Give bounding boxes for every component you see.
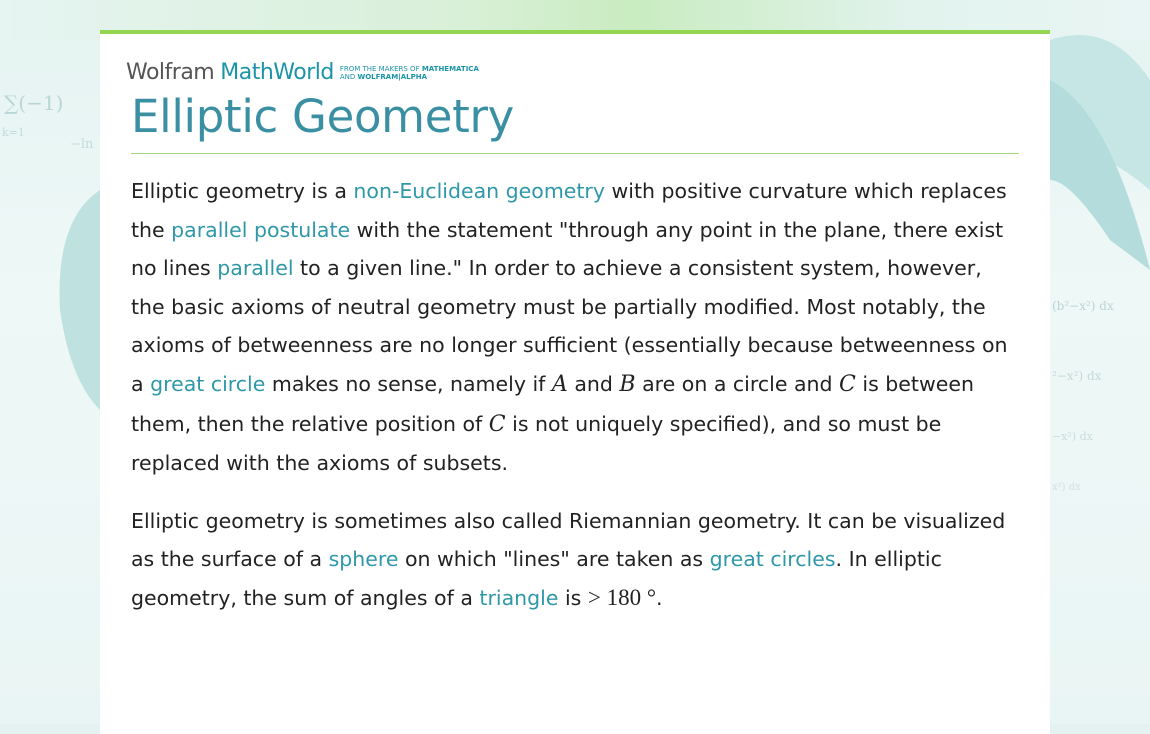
math-variable: B bbox=[619, 371, 636, 397]
text: on which "lines" are taken as bbox=[398, 547, 710, 572]
text: is bbox=[558, 585, 588, 610]
link-parallel[interactable]: parallel bbox=[217, 256, 294, 281]
math-background-decoration-right bbox=[1050, 20, 1150, 540]
text: is between them, then the relative position of bbox=[131, 371, 974, 436]
math-variable: A bbox=[551, 371, 568, 397]
link-triangle[interactable]: triangle bbox=[479, 585, 559, 610]
mathworld-logo[interactable] bbox=[126, 60, 479, 85]
link-great-circle[interactable]: great circle bbox=[150, 371, 266, 396]
math-expression: > 180 ° bbox=[587, 584, 657, 610]
paragraph bbox=[131, 502, 1021, 618]
svg-text:−ln: −ln bbox=[70, 137, 94, 152]
article-card bbox=[100, 30, 1050, 734]
svg-text:∑(−1): ∑(−1) bbox=[4, 91, 64, 115]
text: with the statement "through any point in the plane, there exist no lines bbox=[131, 217, 1004, 281]
svg-text:x²) dx: x²) dx bbox=[1052, 482, 1081, 493]
math-background-decoration bbox=[0, 80, 100, 480]
text: Elliptic geometry is a bbox=[131, 179, 354, 203]
text: to a given line." In order to achieve a consistent system, however, the basic axioms of neutral geometry must be partially modified. Most notably, the axioms of betweenness are no longer sufficient (essentially because betweenness on a bbox=[131, 256, 1008, 396]
tagline-text: AND bbox=[339, 72, 358, 81]
text: makes no sense, namely if bbox=[265, 371, 552, 396]
logo-tagline bbox=[340, 65, 479, 81]
math-variable: C bbox=[488, 411, 506, 437]
svg-text:k=1: k=1 bbox=[2, 126, 25, 139]
tagline-text: FROM THE MAKERS OF bbox=[339, 64, 422, 73]
title-divider bbox=[131, 153, 1019, 154]
link-sphere[interactable]: sphere bbox=[328, 547, 399, 572]
page-title: Elliptic Geometry bbox=[131, 90, 514, 143]
text: is not uniquely specified), and so must be replaced with the axioms of subsets. bbox=[131, 411, 942, 476]
svg-text:(b²−x²) dx: (b²−x²) dx bbox=[1052, 299, 1114, 313]
math-variable: C bbox=[839, 371, 856, 397]
paragraph bbox=[131, 172, 1021, 483]
link-great-circles[interactable]: great circles bbox=[709, 547, 836, 572]
text: and bbox=[567, 371, 620, 396]
svg-text:−x²) dx: −x²) dx bbox=[1052, 430, 1093, 443]
tagline-wolframalpha: WOLFRAM|ALPHA bbox=[357, 72, 427, 81]
text: with positive curvature which replaces the bbox=[131, 179, 1007, 242]
article-body bbox=[131, 172, 1021, 637]
text: are on a circle and bbox=[635, 371, 840, 396]
logo-mathworld: MathWorld bbox=[220, 60, 334, 85]
logo-wolfram: Wolfram bbox=[126, 60, 215, 85]
link-non-euclidean-geometry[interactable]: non-Euclidean geometry bbox=[353, 179, 605, 203]
text: . In elliptic geometry, the sum of angles of a bbox=[131, 547, 942, 610]
text: . bbox=[656, 585, 663, 610]
tagline-mathematica: MATHEMATICA bbox=[421, 64, 479, 73]
text: Elliptic geometry is sometimes also called Riemannian geometry. It can be visualized as the surface of a bbox=[131, 508, 1006, 572]
svg-text:²−x²) dx: ²−x²) dx bbox=[1052, 369, 1102, 383]
link-parallel-postulate[interactable]: parallel postulate bbox=[171, 217, 351, 242]
